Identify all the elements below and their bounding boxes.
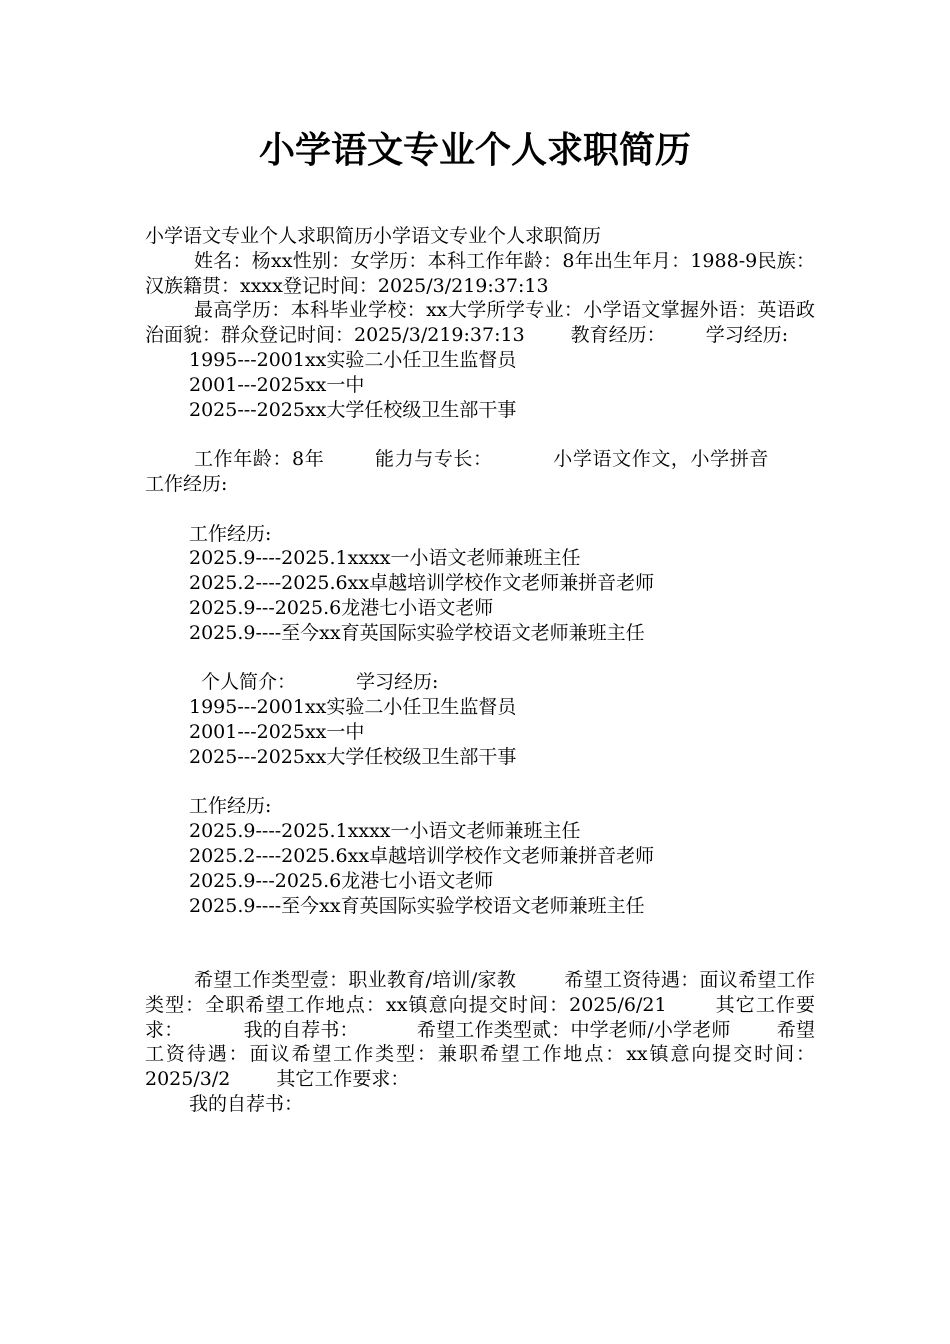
list-item: 2025.2----2025.6xx卓越培训学校作文老师兼拼音老师: [189, 572, 655, 595]
other-requirements-2: 其它工作要求：: [276, 1068, 410, 1091]
wishes-paragraph: [145, 968, 815, 1092]
intro-heading: 小学语文专业个人求职简历小学语文专业个人求职简历: [145, 225, 602, 247]
profile-study-label: 学习经历:: [356, 671, 439, 694]
list-item: 1995---2001xx实验二小任卫生监督员: [189, 348, 517, 371]
work-list-2: [145, 819, 815, 918]
profile-label: 个人简介：: [201, 671, 297, 694]
list-item: 2025.9----2025.1xxxx一小语文老师兼班主任: [189, 547, 581, 570]
education-label: 教育经历：: [570, 324, 666, 347]
work-heading-2: 工作经历:: [189, 795, 272, 818]
list-item: 2025.9----至今xx育英国际实验学校语文老师兼班主任: [189, 894, 645, 917]
list-item: 2025.2----2025.6xx卓越培训学校作文老师兼拼音老师: [189, 844, 655, 867]
list-item: 2025.9---2025.6龙港七小语文老师: [189, 869, 494, 892]
other-requirements-1: 其它工作要求：: [145, 993, 815, 1041]
list-item: 2025.9---2025.6龙港七小语文老师: [189, 596, 494, 619]
wish-details-2: 希望工资待遇：面议希望工作类型：兼职希望工作地点：xx镇意向提交时间：2025/3/2: [145, 1018, 815, 1091]
document-body: [145, 224, 815, 1117]
profile-line: [201, 670, 815, 695]
ability-value: 小学语文作文，小学拼音: [552, 448, 769, 471]
education-info: [145, 298, 815, 348]
study-list-1: [145, 348, 815, 422]
wish-type-2: 希望工作类型贰：中学老师/小学老师: [416, 1018, 731, 1041]
page-title: 小学语文专业个人求职简历: [258, 130, 691, 171]
wish-details-1: 希望工资待遇：面议希望工作类型：全职希望工作地点：xx镇意向提交时间：2025/6/21: [145, 968, 815, 1016]
list-item: 2025.9----2025.1xxxx一小语文老师兼班主任: [189, 820, 581, 843]
self-recommend-2: 我的自荐书：: [189, 1092, 304, 1115]
self-recommend-1: 我的自荐书：: [243, 1018, 359, 1041]
study-list-2: [145, 695, 815, 769]
study-label: 学习经历:: [705, 324, 789, 347]
list-item: 2001---2025xx一中: [189, 720, 365, 743]
work-heading-1: 工作经历:: [189, 522, 272, 545]
work-label: 工作经历:: [145, 472, 228, 495]
list-item: 2025---2025xx大学任校级卫生部干事: [189, 398, 517, 421]
work-age: 工作年龄：8年: [194, 448, 325, 471]
list-item: 1995---2001xx实验二小任卫生监督员: [189, 696, 517, 719]
list-item: 2001---2025xx一中: [189, 373, 365, 396]
list-item: 2025---2025xx大学任校级卫生部干事: [189, 745, 517, 768]
list-item: 2025.9----至今xx育英国际实验学校语文老师兼班主任: [189, 621, 645, 644]
basic-info: [145, 249, 815, 299]
wish-type-1: 希望工作类型壹：职业教育/培训/家教: [194, 968, 517, 991]
basic-info-text: 姓名：杨xx性别：女学历：本科工作年龄：8年出生年月：1988-9民族：汉族籍贯：xxxx登记时间：2025/3/219:37:13: [145, 249, 815, 297]
skills-paragraph: [145, 447, 815, 497]
education-info-text: 最高学历：本科毕业学校：xx大学所学专业：小学语文掌握外语：英语政治面貌：群众登记时间：2025/3/219:37:13: [145, 299, 815, 347]
work-list-1: [145, 546, 815, 645]
ability-label: 能力与专长：: [374, 448, 493, 471]
